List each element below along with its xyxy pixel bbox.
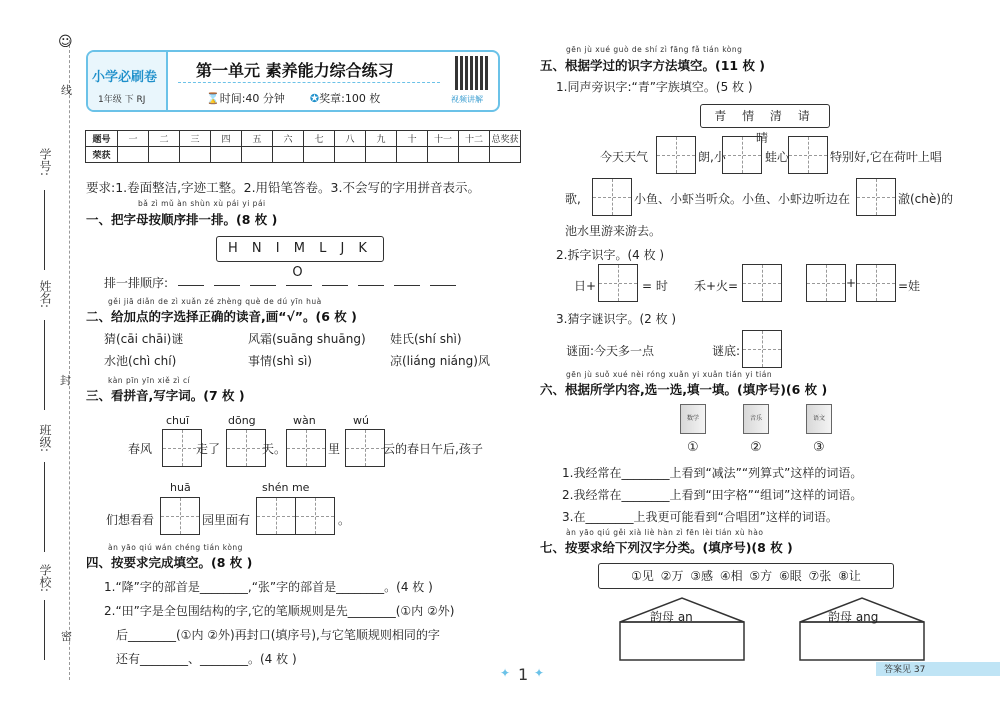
s2-item[interactable]: 水池(chì chí) xyxy=(104,354,177,368)
score-input[interactable] xyxy=(149,147,180,163)
blank[interactable] xyxy=(178,274,204,286)
s3-text: 天。 xyxy=(262,442,287,456)
riddle-text: 谜面:今天多一点 xyxy=(566,344,655,358)
score-input[interactable] xyxy=(242,147,273,163)
s3-text: 春风 xyxy=(128,442,153,456)
writing-grid[interactable] xyxy=(856,178,896,216)
writing-grid[interactable] xyxy=(160,497,200,535)
time-label: 时间:40 分钟 xyxy=(219,92,285,105)
s3-text: 走了 xyxy=(196,442,221,456)
school-label: 学校: xyxy=(38,564,52,593)
s4-q1[interactable]: 1.“降”字的部首是________,“张”字的部首是________。(4 枚 ) xyxy=(104,580,433,594)
score-input[interactable] xyxy=(397,147,428,163)
score-input[interactable] xyxy=(180,147,211,163)
score-header-row xyxy=(86,131,521,147)
score-cell: 七 xyxy=(304,131,335,147)
book-icon: 语文 xyxy=(806,404,832,434)
s1-title: 一、把字母按顺序排一排。(8 枚 ) xyxy=(86,212,278,227)
s7-title: 七、按要求给下列汉字分类。(填序号)(8 枚 ) xyxy=(540,540,793,555)
qr-label: 视频讲解 xyxy=(451,95,483,104)
writing-grid[interactable] xyxy=(788,136,828,174)
word-family-box: 青 情 清 请 晴 xyxy=(700,104,830,128)
score-cell: 十一 xyxy=(428,131,459,147)
score-input[interactable] xyxy=(211,147,242,163)
plus-sign: + xyxy=(846,276,857,290)
name-field[interactable] xyxy=(44,320,45,410)
riddle-answer-label: 谜底: xyxy=(712,344,741,358)
name-label: 姓名: xyxy=(38,280,52,309)
s2-item[interactable]: 凉(liáng niáng)风 xyxy=(390,354,490,368)
s3-title: 三、看拼音,写字词。(7 枚 ) xyxy=(86,388,245,403)
brand-title: 小学必刷卷 xyxy=(92,70,158,85)
s2-item[interactable]: 风霜(suāng shuāng) xyxy=(248,332,366,346)
score-cell: 三 xyxy=(180,131,211,147)
s1-pinyin: bǎ zì mǔ àn shùn xù pái yi pái xyxy=(138,199,266,208)
score-cell: 八 xyxy=(335,131,366,147)
writing-grid[interactable] xyxy=(345,429,385,467)
writing-grid[interactable] xyxy=(742,264,782,302)
grade-label: 1年级 下 RJ xyxy=(98,95,146,105)
star-icon: ✦ xyxy=(500,666,511,680)
s5-text: 朗,小 xyxy=(698,150,726,164)
header-info xyxy=(206,90,380,106)
score-input[interactable] xyxy=(304,147,335,163)
s4-q2-cont[interactable]: 后________(①内 ②外)再封口(填序号),与它笔顺规则相同的字 xyxy=(116,628,440,642)
house-ang[interactable] xyxy=(796,596,928,662)
s3-word-pinyin: wàn xyxy=(293,414,316,427)
binding-seal-char: 封 xyxy=(60,374,71,387)
s5-text: 今天天气 xyxy=(600,150,649,164)
s4-q2-cont[interactable]: 还有________、________。(4 枚 ) xyxy=(116,652,297,666)
s5-text: 池水里游来游去。 xyxy=(565,224,662,238)
s7-pinyin: àn yāo qiú gěi xià liè hàn zì fēn lèi tián xù hào xyxy=(566,528,764,537)
star-icon: ✦ xyxy=(534,666,545,680)
house-ang-label: 韵母 ang xyxy=(828,610,879,624)
medal-icon: ✪ xyxy=(309,92,320,105)
student-id-field[interactable] xyxy=(44,190,45,270)
writing-grid[interactable] xyxy=(856,264,896,302)
score-cell: 一 xyxy=(118,131,149,147)
blank[interactable] xyxy=(394,274,420,286)
score-value-row xyxy=(86,147,521,163)
book-number: ① xyxy=(687,440,699,455)
score-input[interactable] xyxy=(273,147,304,163)
score-cell: 六 xyxy=(273,131,304,147)
book-icon: 音乐 xyxy=(743,404,769,434)
s3-word-pinyin: shén me xyxy=(262,481,310,494)
s3-text: 。 xyxy=(338,513,351,527)
s2-item[interactable]: 事情(shì sì) xyxy=(248,354,312,368)
blank[interactable] xyxy=(250,274,276,286)
s6-pinyin: gēn jù suǒ xué nèi róng xuǎn yi xuǎn tián yi tián xyxy=(566,370,773,379)
qr-code[interactable] xyxy=(455,56,489,90)
blank[interactable] xyxy=(430,274,456,286)
s1-answer-blanks[interactable] xyxy=(178,274,466,288)
score-cell: 总奖获 xyxy=(490,131,521,147)
s5-split: 禾+火= xyxy=(694,279,739,293)
s2-item[interactable]: 娃氏(shí shì) xyxy=(390,332,462,346)
s5-pinyin: gēn jù xué guò de shí zì fāng fǎ tián kòng xyxy=(566,45,743,54)
score-input[interactable] xyxy=(366,147,397,163)
s3-word-pinyin: chuī xyxy=(166,414,190,427)
s3-text: 里 xyxy=(328,442,341,456)
s5-q2: 2.拆字识字。(4 枚 ) xyxy=(556,248,665,262)
s5-text: 澈(chè)的 xyxy=(898,192,953,206)
s3-text: 云的春日午后,孩子 xyxy=(383,442,483,456)
score-input[interactable] xyxy=(490,147,521,163)
s4-pinyin: àn yāo qiú wán chéng tián kòng xyxy=(108,543,243,552)
score-table xyxy=(85,130,521,163)
writing-grid[interactable] xyxy=(722,136,762,174)
s2-title: 二、给加点的字选择正确的读音,画“√”。(6 枚 ) xyxy=(86,309,357,324)
options-box: ①见 ②万 ③感 ④相 ⑤方 ⑥眼 ⑦张 ⑧让 xyxy=(598,563,894,589)
s5-text: 特别好,它在荷叶上唱 xyxy=(830,150,942,164)
writing-grid[interactable] xyxy=(286,429,326,467)
writing-grid[interactable] xyxy=(256,497,296,535)
s3-pinyin: kàn pīn yīn xiě zì cí xyxy=(108,376,191,385)
book-number: ③ xyxy=(813,440,825,455)
letters-box: H N I M L J K O xyxy=(216,236,384,262)
s1-answer-label: 排一排顺序: xyxy=(104,276,169,290)
s3-text: 园里面有 xyxy=(202,513,251,527)
s3-word-pinyin: huā xyxy=(170,481,191,494)
s5-q1: 1.同声旁识字:“青”字族填空。(5 枚 ) xyxy=(556,80,753,94)
score-input[interactable] xyxy=(335,147,366,163)
score-cell: 十 xyxy=(397,131,428,147)
s5-split: =娃 xyxy=(898,279,921,293)
blank[interactable] xyxy=(214,274,240,286)
class-field[interactable] xyxy=(44,462,45,552)
score-cell: 九 xyxy=(366,131,397,147)
s5-text: 歌, xyxy=(565,192,581,206)
house-an[interactable] xyxy=(616,596,748,662)
score-cell: 十二 xyxy=(459,131,490,147)
blank[interactable] xyxy=(322,274,348,286)
s3-text: 们想看看 xyxy=(106,513,155,527)
writing-grid[interactable] xyxy=(226,429,266,467)
blank[interactable] xyxy=(286,274,312,286)
score-cell: 五 xyxy=(242,131,273,147)
header-divider xyxy=(178,82,440,83)
binding-line-char: 线 xyxy=(61,84,72,97)
s4-title: 四、按要求完成填空。(8 枚 ) xyxy=(86,555,253,570)
book-number: ② xyxy=(750,440,762,455)
s6-q3[interactable]: 3.在________上我更可能看到“合唱团”这样的词语。 xyxy=(562,510,838,524)
writing-grid[interactable] xyxy=(742,330,782,368)
score-cell: 四 xyxy=(211,131,242,147)
s3-word-pinyin: dōng xyxy=(228,414,256,427)
binding-line xyxy=(69,40,70,680)
s6-title: 六、根据所学内容,选一选,填一填。(填序号)(6 枚 ) xyxy=(540,382,828,397)
s3-word-pinyin: wú xyxy=(353,414,369,427)
s5-q3: 3.猜字谜识字。(2 枚 ) xyxy=(556,312,677,326)
school-field[interactable] xyxy=(44,600,45,660)
s5-title: 五、根据学过的识字方法填空。(11 枚 ) xyxy=(540,58,766,73)
house-an-label: 韵母 an xyxy=(650,610,693,624)
score-input[interactable] xyxy=(118,147,149,163)
award-label: 奖章:100 枚 xyxy=(319,92,381,105)
s4-q2[interactable]: 2.“田”字是全包围结构的字,它的笔顺规则是先________(①内 ②外) xyxy=(104,604,455,618)
binding-cut-char: 密 xyxy=(61,630,72,643)
writing-grid[interactable] xyxy=(592,178,632,216)
s6-q2[interactable]: 2.我经常在________上看到“田字格”“组词”这样的词语。 xyxy=(562,488,863,502)
writing-grid[interactable] xyxy=(806,264,846,302)
page-title: 第一单元 素养能力综合练习 xyxy=(196,61,394,80)
answer-reference: 答案见 37 xyxy=(884,665,926,675)
s2-item[interactable]: 猜(cāi chāi)谜 xyxy=(104,332,184,346)
blank[interactable] xyxy=(358,274,384,286)
hourglass-icon: ⌛ xyxy=(206,92,220,105)
s5-text: 小鱼、小虾当听众。小鱼、小虾边听边在 xyxy=(634,192,851,206)
class-label: 班级: xyxy=(38,424,52,453)
mascot-icon: ☺ xyxy=(58,34,73,50)
brand-block xyxy=(88,52,168,110)
score-input[interactable] xyxy=(428,147,459,163)
s5-text: 蛙心 xyxy=(765,150,790,164)
header-panel xyxy=(86,50,500,112)
requirements-text: 要求:1.卷面整洁,字迹工整。2.用铅笔答卷。3.不会写的字用拼音表示。 xyxy=(86,180,480,195)
s5-split: 日+ xyxy=(574,279,597,293)
s2-pinyin: gěi jiā diǎn de zì xuǎn zé zhèng què de dú yīn huà xyxy=(108,297,322,306)
s5-split: = 时 xyxy=(642,279,668,293)
student-id-label: 学号: xyxy=(38,148,52,177)
score-row-label: 荣获 xyxy=(86,147,118,163)
page-number: 1 xyxy=(518,665,529,684)
score-input[interactable] xyxy=(459,147,490,163)
writing-grid[interactable] xyxy=(295,497,335,535)
s6-q1[interactable]: 1.我经常在________上看到“减法”“列算式”这样的词语。 xyxy=(562,466,863,480)
writing-grid[interactable] xyxy=(656,136,696,174)
score-cell: 二 xyxy=(149,131,180,147)
writing-grid[interactable] xyxy=(598,264,638,302)
book-icon: 数学 xyxy=(680,404,706,434)
score-cell: 题号 xyxy=(86,131,118,147)
